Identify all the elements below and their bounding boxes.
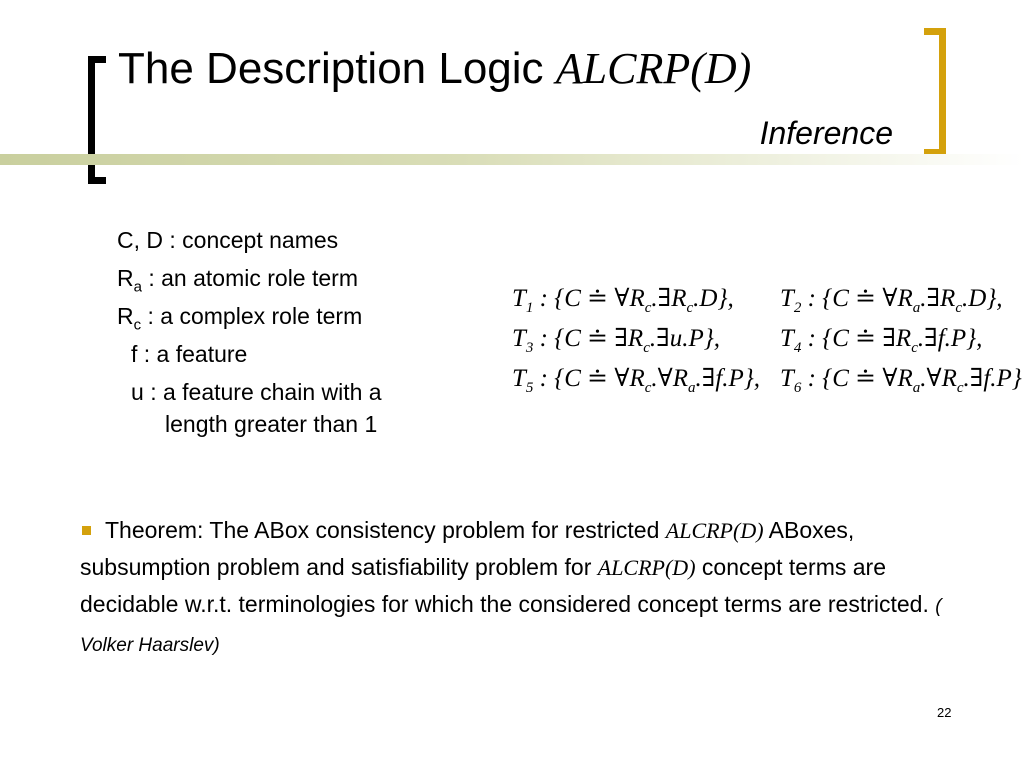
definition-symbol: C, D [117,227,163,253]
theorem-logic-name: ALCRP(D) [665,518,764,543]
definition-text: : a feature chain with a [150,379,382,405]
slide-title [118,44,751,94]
theorem-text-part3: concept terms are decidable w.r.t. terminologies for which the considered concept terms are restricted. [80,554,936,617]
definition-item [117,226,338,254]
terminology-formula: $T_2$ : {C ≐ $\forall R_a.\exists R_c.D$}, [780,285,1003,316]
theorem-logic-name: ALCRP(D) [597,555,696,580]
definition-symbol: R [117,265,134,291]
definition-symbol: R [117,303,134,329]
definition-symbol: u [131,379,144,405]
terminology-formula: $T_4$ : {C ≐ $\exists R_c.\exists f.P$}, [780,325,983,356]
definition-item-continuation [165,410,377,438]
definition-item [131,378,382,406]
definition-symbol: f [131,341,138,367]
definition-subscript: a [133,278,142,296]
slide-title-text: The Description Logic [118,44,544,93]
title-underline-bar [0,154,1024,165]
square-bullet-icon [82,526,91,535]
slide-number: 22 [937,705,952,720]
terminology-formula: $T_6$ : {C ≐ $\forall R_a.\forall R_c.\exists f.P$} [780,365,1022,396]
definition-text: : an atomic role term [148,265,358,291]
definition-text: length greater than 1 [165,411,378,437]
theorem-text-part2: ABoxes, subsumption problem and satisfiability problem for [80,517,855,580]
definition-subscript: c [133,316,142,334]
definition-item [117,302,362,340]
definition-item [131,340,247,368]
terminology-formula: $T_1$ : {C ≐ $\forall R_c.\exists R_c.D$}, [512,285,734,316]
terminology-formula: $T_3$ : {C ≐ $\exists R_c.\exists u.P$}, [512,325,720,356]
definition-text: : a complex role term [147,303,363,329]
definition-item [117,264,358,302]
slide-title-logic-name: ALCRP(D) [555,44,752,93]
definition-text: : concept names [169,227,339,253]
title-bracket-right [924,28,946,156]
definition-text: : a feature [143,341,248,367]
theorem-author: ( Volker Haarslev) [80,596,942,656]
terminology-formula: $T_5$ : {C ≐ $\forall R_c.\forall R_a.\exists f.P$}, [512,365,761,396]
theorem-text-part1: Theorem: The ABox consistency problem for restricted [105,517,666,543]
slide-subtitle: Inference [759,115,893,151]
theorem-bullet [80,512,960,664]
